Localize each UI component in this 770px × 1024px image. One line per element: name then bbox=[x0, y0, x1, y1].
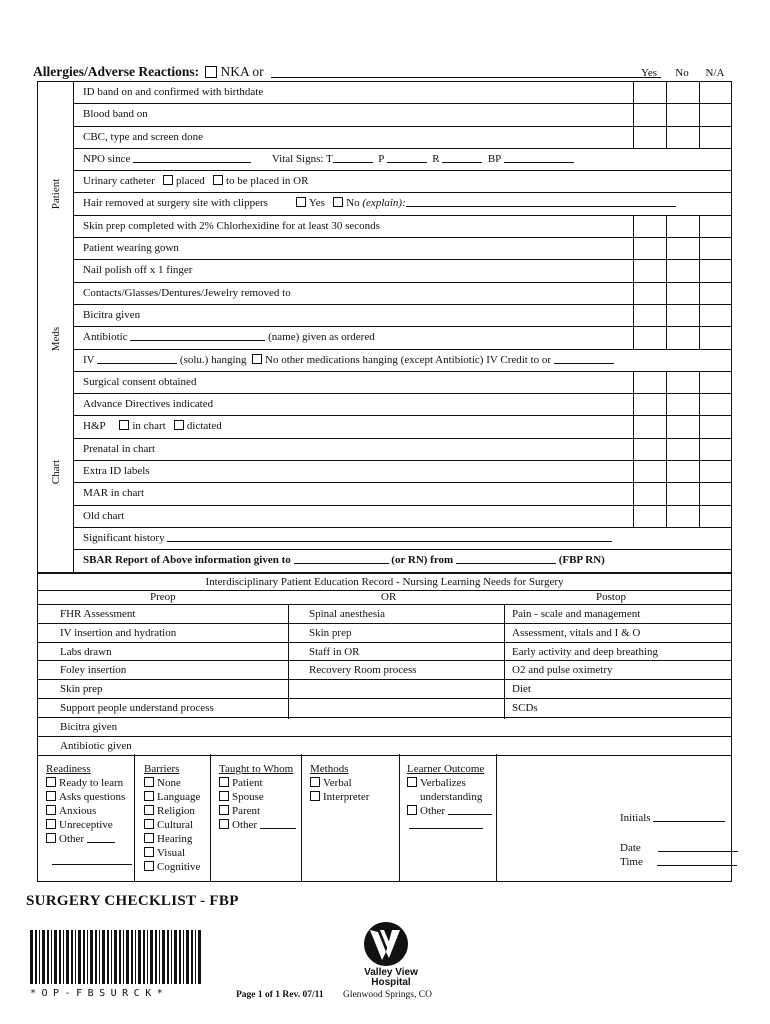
methods-option[interactable]: Verbal bbox=[310, 776, 369, 790]
readiness-option[interactable]: Ready to learn bbox=[46, 776, 132, 790]
readiness-option[interactable]: Other bbox=[46, 832, 132, 846]
barriers-column bbox=[144, 762, 200, 874]
checklist-row bbox=[38, 171, 731, 193]
checklist-row bbox=[38, 506, 731, 528]
checklist-row bbox=[38, 350, 731, 372]
page-info: Page 1 of 1 Rev. 07/11 bbox=[236, 990, 324, 1000]
preop-item: Support people understand process bbox=[60, 701, 214, 714]
preop-item: Labs drawn bbox=[60, 645, 112, 658]
allergies-header bbox=[33, 64, 733, 81]
row-label: Nail polish off x 1 finger bbox=[83, 264, 193, 277]
preop-item: Antibiotic given bbox=[60, 739, 132, 752]
na-cell[interactable] bbox=[699, 260, 700, 281]
na-cell[interactable] bbox=[699, 416, 700, 437]
form-title: SURGERY CHECKLIST - FBP bbox=[26, 893, 239, 909]
na-cell[interactable] bbox=[699, 394, 700, 415]
taught-column bbox=[219, 762, 296, 832]
outcome-option[interactable]: Other bbox=[407, 804, 492, 818]
education-row bbox=[38, 661, 731, 680]
yes-cell[interactable] bbox=[633, 283, 634, 304]
hp-dictated-checkbox[interactable] bbox=[174, 420, 184, 430]
education-row bbox=[38, 605, 731, 624]
date-field[interactable]: Date bbox=[620, 842, 738, 854]
taught-option[interactable]: Spouse bbox=[219, 790, 296, 804]
readiness-option[interactable]: Anxious bbox=[46, 804, 132, 818]
readiness-option[interactable]: Unreceptive bbox=[46, 818, 132, 832]
methods-option[interactable]: Interpreter bbox=[310, 790, 369, 804]
yes-cell[interactable] bbox=[633, 327, 634, 348]
na-cell[interactable] bbox=[699, 327, 700, 348]
row-label: Skin prep completed with 2% Chlorhexidine for at least 30 seconds bbox=[83, 219, 380, 232]
row-label: H&P in chart dictated bbox=[83, 420, 222, 433]
row-label: Surgical consent obtained bbox=[83, 375, 197, 388]
no-cell[interactable] bbox=[666, 216, 667, 237]
outcome-option: understanding bbox=[420, 791, 483, 803]
col-yes: Yes bbox=[640, 67, 657, 79]
yes-cell[interactable] bbox=[633, 372, 634, 393]
methods-title: Methods bbox=[310, 763, 349, 775]
or-item: Spinal anesthesia bbox=[309, 608, 386, 620]
taught-option[interactable]: Parent bbox=[219, 804, 296, 818]
barriers-title: Barriers bbox=[144, 763, 180, 775]
row-label: SBAR Report of Above information given to (or RN) from (FBP RN) bbox=[83, 554, 605, 567]
yes-cell[interactable] bbox=[633, 104, 634, 125]
yes-cell[interactable] bbox=[633, 461, 634, 482]
na-cell[interactable] bbox=[699, 82, 700, 103]
outcome-column bbox=[407, 762, 492, 832]
row-label: Blood band on bbox=[83, 108, 148, 121]
no-cell[interactable] bbox=[666, 372, 667, 393]
section-meds: Meds bbox=[38, 305, 74, 372]
na-cell[interactable] bbox=[699, 461, 700, 482]
no-cell[interactable] bbox=[666, 82, 667, 103]
checklist-table bbox=[37, 81, 732, 573]
row-label: Patient wearing gown bbox=[83, 242, 179, 255]
row-label: MAR in chart bbox=[83, 487, 145, 500]
postop-item: SCDs bbox=[512, 701, 538, 714]
section-chart: Chart bbox=[38, 371, 74, 572]
yes-cell[interactable] bbox=[633, 439, 634, 460]
checklist-row bbox=[38, 193, 731, 215]
postop-item: Diet bbox=[512, 683, 531, 696]
row-label: Hair removed at surgery site with clippers Yes No (explain): bbox=[83, 197, 676, 209]
na-cell[interactable] bbox=[699, 372, 700, 393]
checklist-row bbox=[38, 149, 731, 171]
row-label: NPO since Vital Signs: T P R BP bbox=[83, 153, 574, 165]
row-label: Advance Directives indicated bbox=[83, 398, 214, 411]
barriers-option[interactable]: Religion bbox=[144, 804, 200, 818]
initials-field[interactable]: Initials bbox=[620, 812, 725, 824]
na-cell[interactable] bbox=[699, 483, 700, 504]
row-label: CBC, type and screen done bbox=[83, 130, 204, 143]
na-cell[interactable] bbox=[699, 506, 700, 527]
allergies-field[interactable] bbox=[271, 77, 661, 78]
outcome-option[interactable]: Verbalizes bbox=[407, 776, 492, 790]
no-cell[interactable] bbox=[666, 483, 667, 504]
hospital-name: Valley View Hospital bbox=[364, 967, 418, 988]
education-record bbox=[37, 573, 732, 756]
hp-in-chart-checkbox[interactable] bbox=[119, 420, 129, 430]
no-cell[interactable] bbox=[666, 305, 667, 326]
no-cell[interactable] bbox=[666, 506, 667, 527]
row-label: Contacts/Glasses/Dentures/Jewelry removed to bbox=[83, 286, 291, 299]
barriers-option[interactable]: None bbox=[144, 776, 200, 790]
catheter-to-be-placed-checkbox[interactable] bbox=[213, 175, 223, 185]
barcode-text: *OP-FBSURCK* bbox=[30, 988, 169, 999]
readiness-title: Readiness bbox=[46, 763, 91, 775]
yes-cell[interactable] bbox=[633, 506, 634, 527]
time-field[interactable]: Time bbox=[620, 856, 737, 868]
preop-item: Bicitra given bbox=[60, 720, 118, 733]
checklist-row bbox=[38, 283, 731, 305]
education-row bbox=[38, 680, 731, 699]
or-item: Skin prep bbox=[309, 626, 352, 639]
or-item: Recovery Room process bbox=[309, 664, 417, 677]
barcode-image bbox=[30, 930, 202, 984]
yes-cell[interactable] bbox=[633, 127, 634, 148]
taught-title: Taught to Whom bbox=[219, 763, 294, 775]
postop-item: Assessment, vitals and I & O bbox=[512, 626, 641, 639]
education-row bbox=[38, 718, 731, 737]
preop-item: FHR Assessment bbox=[60, 608, 136, 620]
checklist-row bbox=[38, 528, 731, 550]
row-label: IV (solu.) hanging No other medications hanging (except Antibiotic) IV Credit to or bbox=[83, 354, 614, 366]
na-cell[interactable] bbox=[699, 283, 700, 304]
row-label: Old chart bbox=[83, 509, 125, 522]
checklist-row bbox=[38, 104, 731, 126]
yes-cell[interactable] bbox=[633, 305, 634, 326]
na-cell[interactable] bbox=[699, 439, 700, 460]
preop-heading: Preop bbox=[150, 591, 176, 603]
taught-option[interactable]: Other bbox=[219, 818, 296, 832]
na-cell[interactable] bbox=[699, 238, 700, 259]
no-cell[interactable] bbox=[666, 260, 667, 281]
checklist-row bbox=[38, 305, 731, 327]
outcome-title: Learner Outcome bbox=[407, 763, 485, 775]
row-label: Extra ID labels bbox=[83, 465, 150, 478]
preop-item: Foley insertion bbox=[60, 664, 127, 677]
row-label: Bicitra given bbox=[83, 308, 141, 321]
no-cell[interactable] bbox=[666, 394, 667, 415]
na-cell[interactable] bbox=[699, 216, 700, 237]
checklist-row bbox=[38, 550, 731, 572]
education-grid bbox=[38, 605, 731, 755]
nka-checkbox[interactable] bbox=[205, 66, 217, 78]
yes-cell[interactable] bbox=[633, 394, 634, 415]
barriers-option[interactable]: Language bbox=[144, 790, 200, 804]
no-cell[interactable] bbox=[666, 238, 667, 259]
checklist-row bbox=[38, 327, 731, 349]
hospital-location: Glenwood Springs, CO bbox=[343, 990, 432, 1000]
learning-info bbox=[37, 754, 732, 882]
col-no: No bbox=[675, 67, 689, 79]
education-row bbox=[38, 624, 731, 643]
barriers-option[interactable]: Visual bbox=[144, 846, 200, 860]
no-cell[interactable] bbox=[666, 127, 667, 148]
no-other-meds-checkbox[interactable] bbox=[252, 354, 262, 364]
barriers-option[interactable]: Hearing bbox=[144, 832, 200, 846]
row-label: Prenatal in chart bbox=[83, 442, 156, 455]
yes-cell[interactable] bbox=[633, 238, 634, 259]
checklist-row bbox=[38, 216, 731, 238]
row-label: Antibiotic (name) given as ordered bbox=[83, 331, 375, 344]
no-cell[interactable] bbox=[666, 104, 667, 125]
readiness-option[interactable]: Asks questions bbox=[46, 790, 132, 804]
section-patient: Patient bbox=[38, 82, 74, 306]
preop-item: IV insertion and hydration bbox=[60, 626, 177, 639]
barriers-option[interactable]: Cultural bbox=[144, 818, 200, 832]
yes-cell[interactable] bbox=[633, 483, 634, 504]
education-row bbox=[38, 699, 731, 718]
no-cell[interactable] bbox=[666, 461, 667, 482]
education-title: Interdisciplinary Patient Education Record - Nursing Learning Needs for Surgery bbox=[38, 574, 731, 591]
checklist-row bbox=[38, 416, 731, 438]
yes-cell[interactable] bbox=[633, 82, 634, 103]
postop-item: Early activity and deep breathing bbox=[512, 645, 658, 658]
education-subheader bbox=[38, 591, 731, 605]
hair-yes-checkbox[interactable] bbox=[296, 197, 306, 207]
education-row bbox=[38, 643, 731, 662]
yes-cell[interactable] bbox=[633, 260, 634, 281]
checklist-row bbox=[38, 394, 731, 416]
catheter-placed-checkbox[interactable] bbox=[163, 175, 173, 185]
checklist-row bbox=[38, 461, 731, 483]
checklist-row bbox=[38, 127, 731, 149]
no-cell[interactable] bbox=[666, 416, 667, 437]
no-cell[interactable] bbox=[666, 327, 667, 348]
na-cell[interactable] bbox=[699, 305, 700, 326]
taught-option[interactable]: Patient bbox=[219, 776, 296, 790]
readiness-column bbox=[46, 762, 132, 868]
row-label: Urinary catheter placed to be placed in OR bbox=[83, 175, 309, 188]
checklist-row bbox=[38, 238, 731, 260]
yes-cell[interactable] bbox=[633, 416, 634, 437]
no-cell[interactable] bbox=[666, 283, 667, 304]
checklist-row bbox=[38, 372, 731, 394]
na-cell[interactable] bbox=[699, 104, 700, 125]
checklist-row bbox=[38, 483, 731, 505]
postop-item: O2 and pulse oximetry bbox=[512, 664, 613, 677]
allergies-label: Allergies/Adverse Reactions: NKA or bbox=[33, 64, 264, 79]
na-cell[interactable] bbox=[699, 127, 700, 148]
checklist-row bbox=[38, 439, 731, 461]
postop-item: Pain - scale and management bbox=[512, 608, 641, 620]
education-row bbox=[38, 737, 731, 756]
preop-item: Skin prep bbox=[60, 683, 103, 696]
postop-heading: Postop bbox=[596, 591, 626, 603]
checklist-row bbox=[38, 260, 731, 282]
hair-no-checkbox[interactable] bbox=[333, 197, 343, 207]
row-label: ID band on and confirmed with birthdate bbox=[83, 86, 264, 98]
row-label: Significant history bbox=[83, 532, 612, 544]
checklist-row bbox=[38, 82, 731, 104]
yes-cell[interactable] bbox=[633, 216, 634, 237]
no-cell[interactable] bbox=[666, 439, 667, 460]
or-item: Staff in OR bbox=[309, 645, 360, 658]
methods-column bbox=[310, 762, 369, 804]
barriers-option[interactable]: Cognitive bbox=[144, 860, 200, 874]
or-heading: OR bbox=[381, 591, 397, 603]
col-na: N/A bbox=[705, 67, 725, 79]
